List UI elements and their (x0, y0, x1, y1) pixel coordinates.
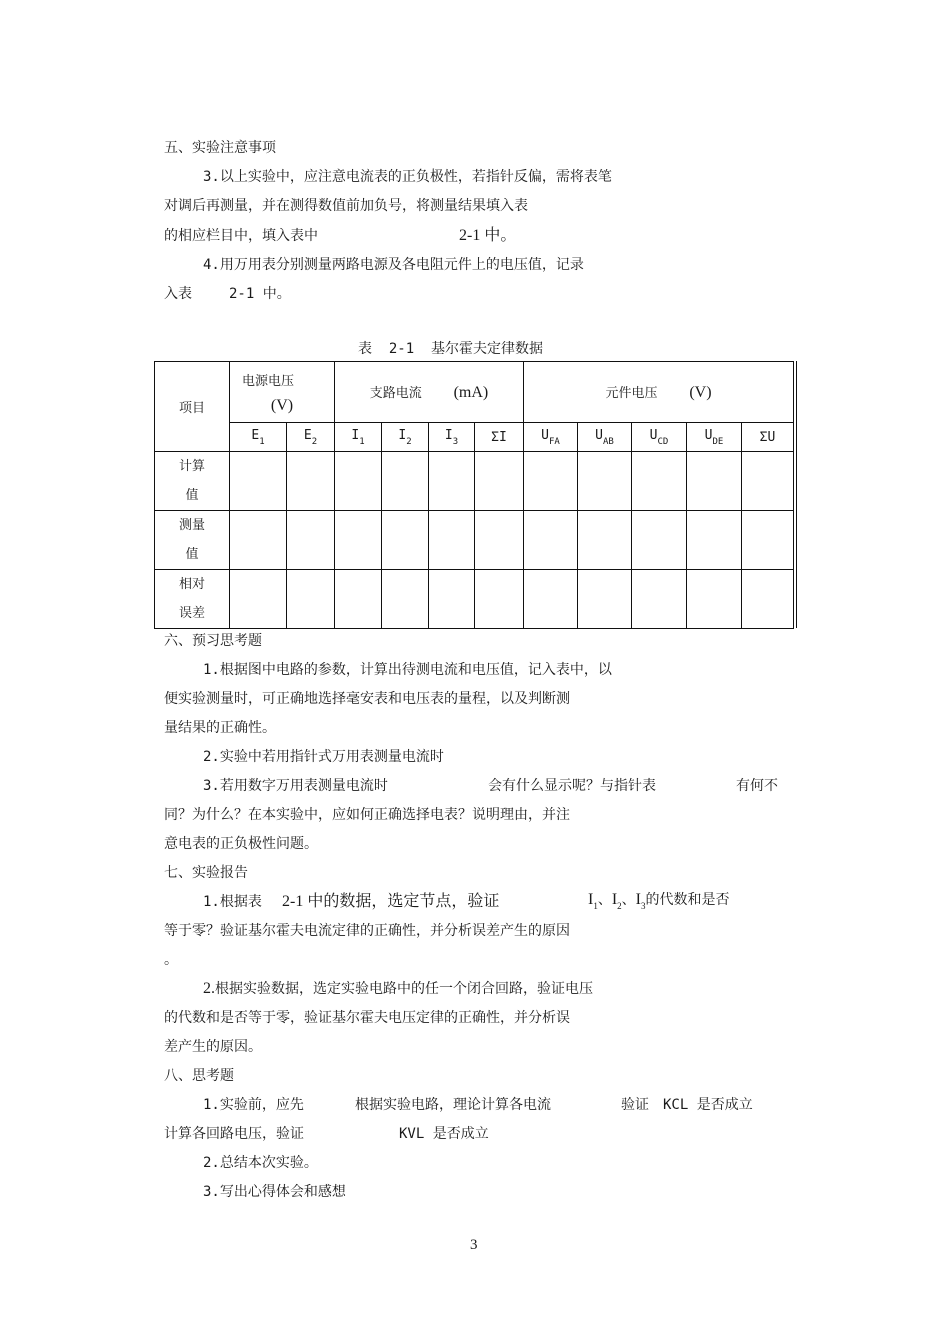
paragraph-line: 2-1 中。 (229, 286, 291, 302)
col-i2: $I_2$ (382, 423, 429, 452)
paragraph-line: 2-1 中。 (459, 227, 517, 244)
paragraph-line: 对调后再测量，并在测得数值前加负号，将测量结果填入表 (164, 198, 528, 214)
col-ufa: $U_{FA}$ (524, 423, 578, 452)
paragraph-line: 1.实验前，应先 (203, 1097, 304, 1113)
col-uab: $U_{AB}$ (578, 423, 632, 452)
col-e1: $E_1$ (230, 423, 287, 452)
table-outer-border (796, 361, 797, 628)
paragraph-line: 验证 (621, 1097, 649, 1113)
col-i1: $I_1$ (335, 423, 382, 452)
section-heading: 八、思考题 (164, 1068, 234, 1084)
paragraph-line: 同？为什么？在本实验中，应如何正确选择电表？说明理由，并注 (164, 807, 570, 823)
paragraph-line: 便实验测量时，可正确地选择毫安表和电压表的量程，以及判断测 (164, 691, 570, 707)
paragraph-line: 3.若用数字万用表测量电流时 (203, 778, 388, 794)
table-caption: 表 2-1 基尔霍夫定律数据 (358, 341, 544, 357)
paragraph-line: 量结果的正确性。 (164, 720, 276, 736)
paragraph-line: 根据实验电路，理论计算各电流 (355, 1097, 551, 1113)
paragraph-line: 会有什么显示呢？与指针表 (488, 778, 656, 794)
table-row (155, 452, 794, 511)
paragraph-line: 意电表的正负极性问题。 (164, 836, 318, 852)
paragraph-line: 等于零？验证基尔霍夫电流定律的正确性，并分析误差产生的原因 (164, 923, 570, 939)
paragraph-line: 的相应栏目中，填入表中 (164, 228, 318, 244)
section-heading: 五、实验注意事项 (164, 140, 276, 156)
col-i3: $I_3$ (429, 423, 475, 452)
paragraph-line: 2.总结本次实验。 (203, 1155, 318, 1171)
col-sum-i: ΣI (475, 423, 524, 452)
paragraph-line: 有何不 (736, 778, 778, 794)
paragraph-line: 1.根据表 (203, 894, 262, 910)
header-element-voltage: 元件电压 (V) (524, 362, 794, 423)
row-label-relative-error: 相对 误差 (155, 570, 230, 629)
table-row (155, 511, 794, 570)
paragraph-line: 计算各回路电压，验证 (164, 1126, 304, 1142)
page-number: 3 (470, 1237, 478, 1253)
paragraph-line: 。 (164, 952, 178, 968)
table-row (155, 570, 794, 629)
paragraph-line: 3.以上实验中，应注意电流表的正负极性，若指针反偏，需将表笔 (203, 169, 612, 185)
current-symbols: $I_1$、$I_2$、$I_3$的代数和是否 (588, 891, 730, 911)
header-branch-current: 支路电流 (mA) (335, 362, 524, 423)
header-item: 项目 (155, 362, 230, 452)
paragraph-line: 4.用万用表分别测量两路电源及各电阻元件上的电压值，记录 (203, 257, 584, 273)
paragraph-line: 2.根据实验数据，选定实验电路中的任一个闭合回路，验证电压 (203, 980, 593, 997)
paragraph-line: 3.写出心得体会和感想 (203, 1184, 346, 1200)
col-e2: $E_2$ (287, 423, 335, 452)
section-heading: 七、实验报告 (164, 865, 248, 881)
paragraph-line: KCL 是否成立 (663, 1097, 753, 1113)
paragraph-line: 1.根据图中电路的参数，计算出待测电流和电压值，记入表中，以 (203, 662, 612, 678)
col-ucd: $U_{CD}$ (632, 423, 687, 452)
paragraph-line: 的代数和是否等于零，验证基尔霍夫电压定律的正确性，并分析误 (164, 1010, 570, 1026)
row-label-calculated: 计算 值 (155, 452, 230, 511)
paragraph-line: 2.实验中若用指针式万用表测量电流时 (203, 749, 444, 765)
col-ude: $U_{DE}$ (687, 423, 742, 452)
paragraph-line: KVL 是否成立 (399, 1126, 489, 1142)
paragraph-line: 2-1 中的数据，选定节点，验证 (282, 893, 500, 910)
paragraph-line: 入表 (164, 286, 192, 302)
data-table (154, 361, 794, 629)
col-sum-u: ΣU (742, 423, 794, 452)
section-heading: 六、预习思考题 (164, 633, 262, 649)
header-source-voltage: 电源电压 (V) (230, 362, 335, 423)
row-label-measured: 测量 值 (155, 511, 230, 570)
paragraph-line: 差产生的原因。 (164, 1039, 262, 1055)
